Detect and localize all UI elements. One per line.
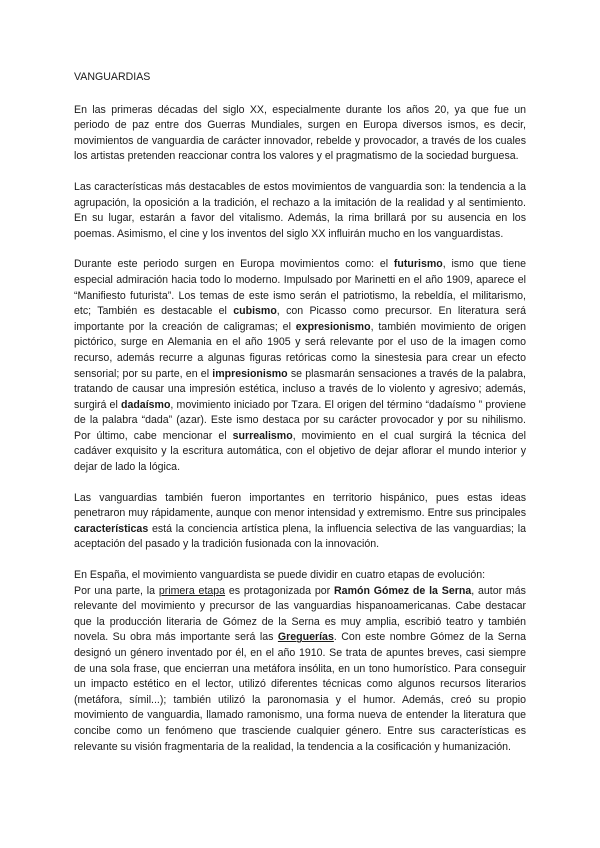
text-span: Las vanguardias también fueron importantes en territorio hispánico, pues estas ideas penetraron muy rápidamente, aunque con menor intensidad y extremismo. Entre sus principales bbox=[74, 491, 526, 520]
paragraph-european-movements bbox=[74, 257, 526, 475]
text-span: , también movimiento de origen pictórico, surge en Alemania en el año 1905 y será relevante por el uso de la imagen como recurso, además recurre a algunas figuras retóricas como la sinestesia para crear un efecto sensorial; por su parte, en el bbox=[74, 320, 526, 380]
text-span: , con Picasso como precursor. En literatura será importante por la creación de caligramas; el bbox=[74, 305, 526, 333]
text-span: está la conciencia artística plena, la influencia selectiva de las vanguardias; la aceptación del pasado y la tradición fusionada con la innovación. bbox=[74, 522, 526, 551]
author-name: Ramón Gómez de la Serna bbox=[334, 584, 472, 597]
term-primera-etapa: primera etapa bbox=[158, 584, 226, 597]
text-span: es protagonizada por bbox=[225, 584, 335, 597]
term-expresionismo: expresionismo bbox=[295, 320, 371, 333]
text-span: , movimiento iniciado por Tzara. El origen del término “dadaísmo ” proviene de la palabra “dada” (azar). Este ismo destaca por su carácter provocador y por su nihilismo. Por último, cabe mencionar el bbox=[74, 398, 526, 442]
term-futurismo: futurismo bbox=[393, 258, 443, 271]
term-dadaismo: dadaísmo bbox=[120, 398, 171, 411]
paragraph-first-stage bbox=[74, 584, 526, 756]
text-span: , ismo que tiene especial admiración hacia todo lo moderno. Impulsado por Marinetti en el año 1909, aparece el “Manifiesto futurista”. Los temas de este ismo serán el patriotismo, la rebeldía, el militarismo, etc; También es destacable el bbox=[74, 258, 526, 318]
text-span: se plasmarán sensaciones a través de la palabra, tratando de causar una impresión estética, incluso a través de lo violento y agresivo; además, surgirá el bbox=[74, 367, 526, 411]
text-span: , autor más relevante del movimiento y precursor de las vanguardias hispanoamericanas. Cabe destacar que la producción literaria de Gómez de la Serna es muy amplia, escribió teatro y también novela. Su obra más importante será las bbox=[74, 584, 526, 644]
paragraph-intro: En las primeras décadas del siglo XX, especialmente durante los años 20, ya que fue un periodo de paz entre dos Guerras Mundiales, surgen en Europa diversos ismos, es decir, movimientos de vanguardia de carácter innovador, rebelde y provocador, a través de los cuales los artistas pretenden reaccionar contra los valores y el pragmatismo de la sociedad burguesa. bbox=[74, 103, 526, 163]
paragraph-characteristics: Las características más destacables de estos movimientos de vanguardia son: la tendencia a la agrupación, la oposición a la tradición, el rechazo a la imitación de la realidad y al sentimiento. En su lugar, estarán a favor del vitalismo. Además, la rima brillará por su ausencia en los poemas. Asimismo, el cine y los inventos del siglo XX influirán mucho en los vanguardistas. bbox=[74, 180, 526, 240]
document-title: VANGUARDIAS bbox=[74, 71, 151, 83]
term-caracteristicas: características bbox=[74, 522, 149, 535]
paragraph-hispanic-vanguards bbox=[74, 491, 526, 553]
text-span: Por una parte, la bbox=[74, 584, 159, 597]
term-impresionismo: impresionismo bbox=[212, 367, 288, 380]
text-span: Durante este periodo surgen en Europa movimientos como: el bbox=[74, 258, 394, 271]
text-span: , movimiento en el cual surgirá la técnica del cadáver exquisito y la escritura automática, con el objetivo de dejar aflorar el mundo interior y dejar de lado la lógica. bbox=[74, 429, 526, 474]
term-surrealismo: surrealismo bbox=[232, 429, 293, 442]
text-span: . Con este nombre Gómez de la Serna designó un género inventado por él, en el año 1910. Se trata de apuntes breves, casi siempre de una sola frase, que encierran una metáfora insólita, en un tono humorístico. Para conseguir un impacto estético en el lector, utilizó diferentes técnicas como algunos recursos literarios (metáfora, símil...); también utilizó la paronomasia y el humor. Además, creó su propio movimiento de vanguardia, llamado ramonismo, una forma nueva de entender la literatura que concibe como un fenómeno que trasciende cualquier género. Entre sus características es relevante su visión fragmentaria de la realidad, la tendencia a la cosificación y humanización. bbox=[74, 631, 526, 753]
paragraph-spain-stages: En España, el movimiento vanguardista se puede dividir en cuatro etapas de evolución: bbox=[74, 569, 486, 582]
term-cubismo: cubismo bbox=[233, 305, 277, 318]
work-title-greguerias: Greguerías bbox=[277, 631, 334, 644]
